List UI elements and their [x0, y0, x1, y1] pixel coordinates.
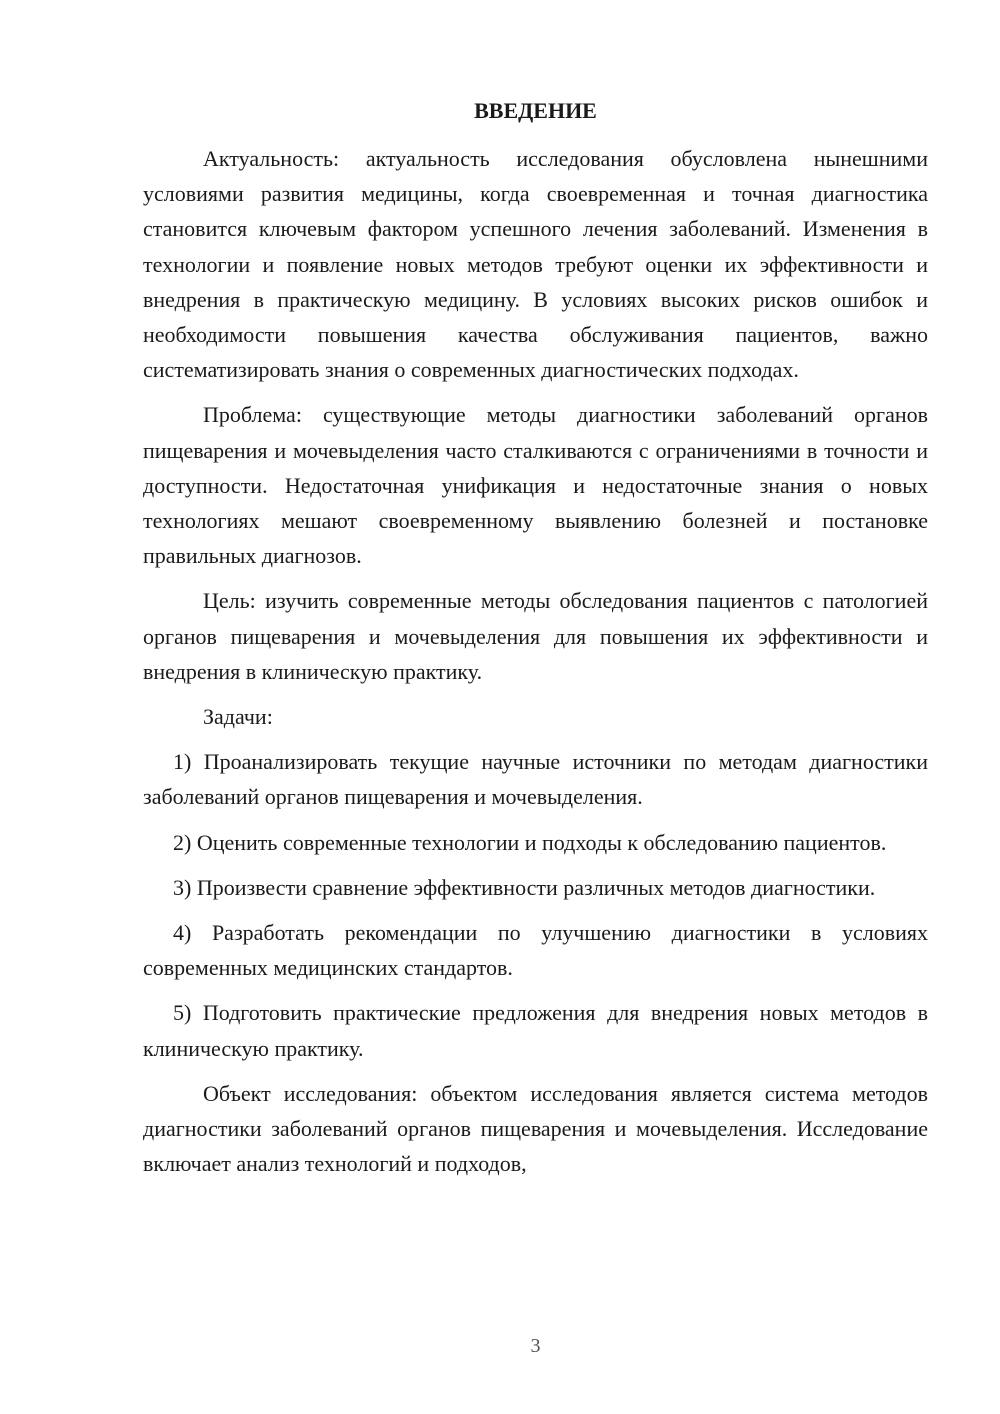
- goal-paragraph: Цель: изучить современные методы обследования пациентов с патологией органов пищеварения и мочевыделения для повышения их эффективности и внедрения в клиническую практику.: [143, 588, 928, 684]
- task-item: 1) Проанализировать текущие научные источники по методам диагностики заболеваний органов пищеварения и мочевыделения.: [143, 749, 928, 810]
- document-body: [143, 141, 928, 1191]
- task-item: 4) Разработать рекомендации по улучшению диагностики в условиях современных медицинских стандартов.: [143, 920, 928, 981]
- tasks-title: Задачи:: [203, 704, 273, 730]
- document-page: [143, 0, 928, 1414]
- relevance-paragraph: Актуальность: актуальность исследования обусловлена нынешними условиями развития медицины, когда своевременная и точная диагностика становится ключевым фактором успешного лечения заболеваний. Изменения в технологии и появление новых методов требуют оценки их эффективности и внедрения в практическую медицину. В условиях высоких рисков ошибок и необходимости повышения качества обслуживания пациентов, важно систематизировать знания о современных диагностических подходах.: [143, 146, 928, 383]
- problem-paragraph: Проблема: существующие методы диагностики заболеваний органов пищеварения и мочевыделения часто сталкиваются с ограничениями в точности и доступности. Недостаточная унификация и недостаточные знания о новых технологиях мешают своевременному выявлению болезней и постановке правильных диагнозов.: [143, 402, 928, 569]
- page-number: 3: [530, 1335, 541, 1357]
- object-paragraph: Объект исследования: объектом исследования является система методов диагностики заболеваний органов пищеварения и мочевыделения. Исследование включает анализ технологий и подходов,: [143, 1080, 928, 1177]
- section-heading: ВВЕДЕНИЕ: [474, 98, 597, 123]
- task-item: 3) Произвести сравнение эффективности различных методов диагностики.: [173, 874, 876, 900]
- task-item: 5) Подготовить практические предложения для внедрения новых методов в клиническую практику.: [143, 1000, 928, 1061]
- task-item: 2) Оценить современные технологии и подходы к обследованию пациентов.: [173, 829, 887, 855]
